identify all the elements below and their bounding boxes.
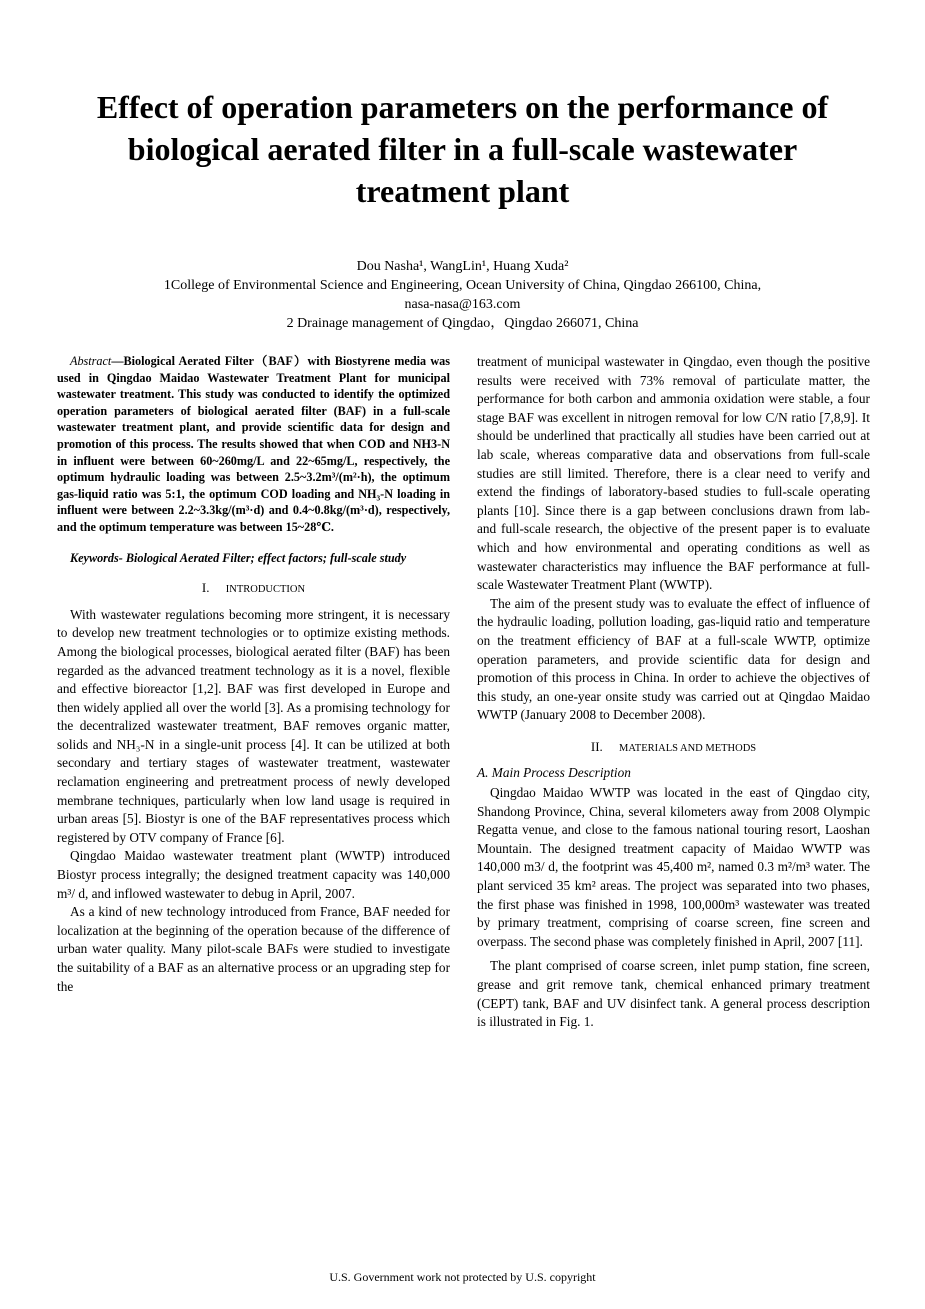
keywords: Keywords- Biological Aerated Filter; effect factors; full-scale study xyxy=(70,550,407,565)
right-column xyxy=(477,353,870,1032)
section-heading-methods xyxy=(477,738,870,759)
section-heading-introduction xyxy=(57,579,450,600)
paragraph: treatment of municipal wastewater in Qingdao, even though the positive results were received with 73% removal of particulate matter, the performance for both carbon and ammonia oxidation were stable, a four stage BAF was excellent in nitrogen removal for low C/N ratio [7,8,9]. It should be underlined that practically all studies have been carried out at lab scale, whereas comparative data and observations from full-scale studies are still limited. Therefore, there is a clear need to verify and extend the findings of laboratory-based studies to full-scale operating plants [10]. Since there is a gap between conclusions drawn from lab- and full-scale research, the objective of the present paper is to evaluate which and how environmental and operating conditions as well as wastewater characteristics may influence the BAF performance at full-scale Wastewater Treatment Plant (WWTP). xyxy=(477,354,870,593)
authors: Dou Nasha¹, WangLin¹, Huang Xuda² xyxy=(356,259,569,274)
abstract-text: —Biological Aerated Filter（BAF）with Biostyrene media was used in Qingdao Maidao Wastewater Treatment Plant for municipal wastewater treatment. This study was conducted to identify the optimized operation parameters of biological aerated filter (BAF) in a full-scale wastewater treatment plant, and provide scientific data for design and promotion of this process. The results showed that when COD and NH3-N in influent were between 60~260mg/L and 22~65mg/L, respectively, the optimum hydraulic loading was between 2.5~3.2m³/(m²·h), the optimum gas-liquid ratio was 5:1, the optimum COD loading and NH₃-N loading in influent were between 2.2~3.3kg/(m³·d) and 0.4~0.8kg/(m³·d), respectively, and the optimum temperature was between 15~28℃. xyxy=(57,354,450,534)
section-number: II. xyxy=(590,738,603,754)
paragraph: With wastewater regulations becoming more stringent, it is necessary to develop new treatment technologies or to optimize existing methods. Among the biological processes, biological aerated filter (BAF) has been regarded as the advanced treatment technology as it is a novel, flexible and effective bioreactor [1,2]. BAF was first developed in Europe and then widely applied all over the world [3]. As a promising technology for the decentralized wastewater treatment, BAF removes organic matter, solids and NH₃-N in a single-unit process [4]. It can be utilized at both secondary and tertiary stages of wastewater treatment, wastewater reclamation engineering and pretreatment process of newly developed membrane techniques, particularly when low land usage is required in urban areas [5]. Biostyr is one of the BAF representatives process which registered by OTV company of France [6]. xyxy=(57,606,450,845)
abstract xyxy=(57,353,450,536)
paragraph: Qingdao Maidao WWTP was located in the east of Qingdao city, Shandong Province, China, several kilometers away from 2008 Olympic Regatta venue, and close to the famous national touring resort, Laoshan Mountain. The designed treatment capacity of Maidao WWTP was 140,000 m3/ d, the footprint was 45,400 m², named 0.3 m²/m³ water. The plant serviced 35 km² areas. The project was separated into two phases, the first phase was finished in 1998, 100,000m³ wastewater was treated by primary treatment, comprising of coarse screen, fine screen and overpass. The second phase was completely finished in April, 2007 [11]. xyxy=(477,785,870,949)
paragraph: As a kind of new technology introduced from France, BAF needed for localization at the beginning of the operation because of the difference of urban water quality. Many pilot-scale BAFs were studied to investigate the suitability of a BAF as an alternative process or an upgrading step for the xyxy=(57,904,450,994)
abstract-label: Abstract xyxy=(70,354,112,368)
email: nasa-nasa@163.com xyxy=(404,297,521,312)
paragraph: The aim of the present study was to evaluate the effect of influence of the hydraulic loading, pollution loading, gas-liquid ratio and temperature on the treatment efficiency of BAF at a full-scale WWTP, optimize operation parameters, and provide scientific data for design and promotion of this process in China. In order to achieve the objectives of this study, an one-year onsite study was carried out at Qingdao Maidao WWTP (January 2008 to December 2008). xyxy=(477,595,870,723)
left-column xyxy=(57,353,450,996)
copyright-footer: U.S. Government work not protected by U.S. copyright xyxy=(329,1270,596,1284)
paragraph: Qingdao Maidao wastewater treatment plant (WWTP) introduced Biostyr process integrally; the designed treatment capacity was 140,000 m³/ d, and inflowed wastewater to debug in April, 2007. xyxy=(57,848,450,901)
paper-title: Effect of operation parameters on the performance of biological aerated filter in a full-scale wastewater treatment plant xyxy=(96,89,829,209)
section-number: I. xyxy=(201,580,210,596)
section-title: MATERIALS AND METHODS xyxy=(619,742,757,754)
affiliation-2: 2 Drainage management of Qingdao，Qingdao 266071, China xyxy=(286,316,639,331)
paragraph: The plant comprised of coarse screen, inlet pump station, fine screen, grease and grit remove tank, chemical enhanced primary treatment (CEPT) tank, BAF and UV disinfect tank. A general process description is illustrated in Fig. 1. xyxy=(477,958,870,1030)
section-title: INTRODUCTION xyxy=(225,584,306,596)
affiliation-1: 1College of Environmental Science and Engineering, Ocean University of China, Qingdao 266100, China, xyxy=(163,278,762,293)
subsection-heading: A. Main Process Description xyxy=(477,765,631,781)
author-block xyxy=(60,257,865,333)
